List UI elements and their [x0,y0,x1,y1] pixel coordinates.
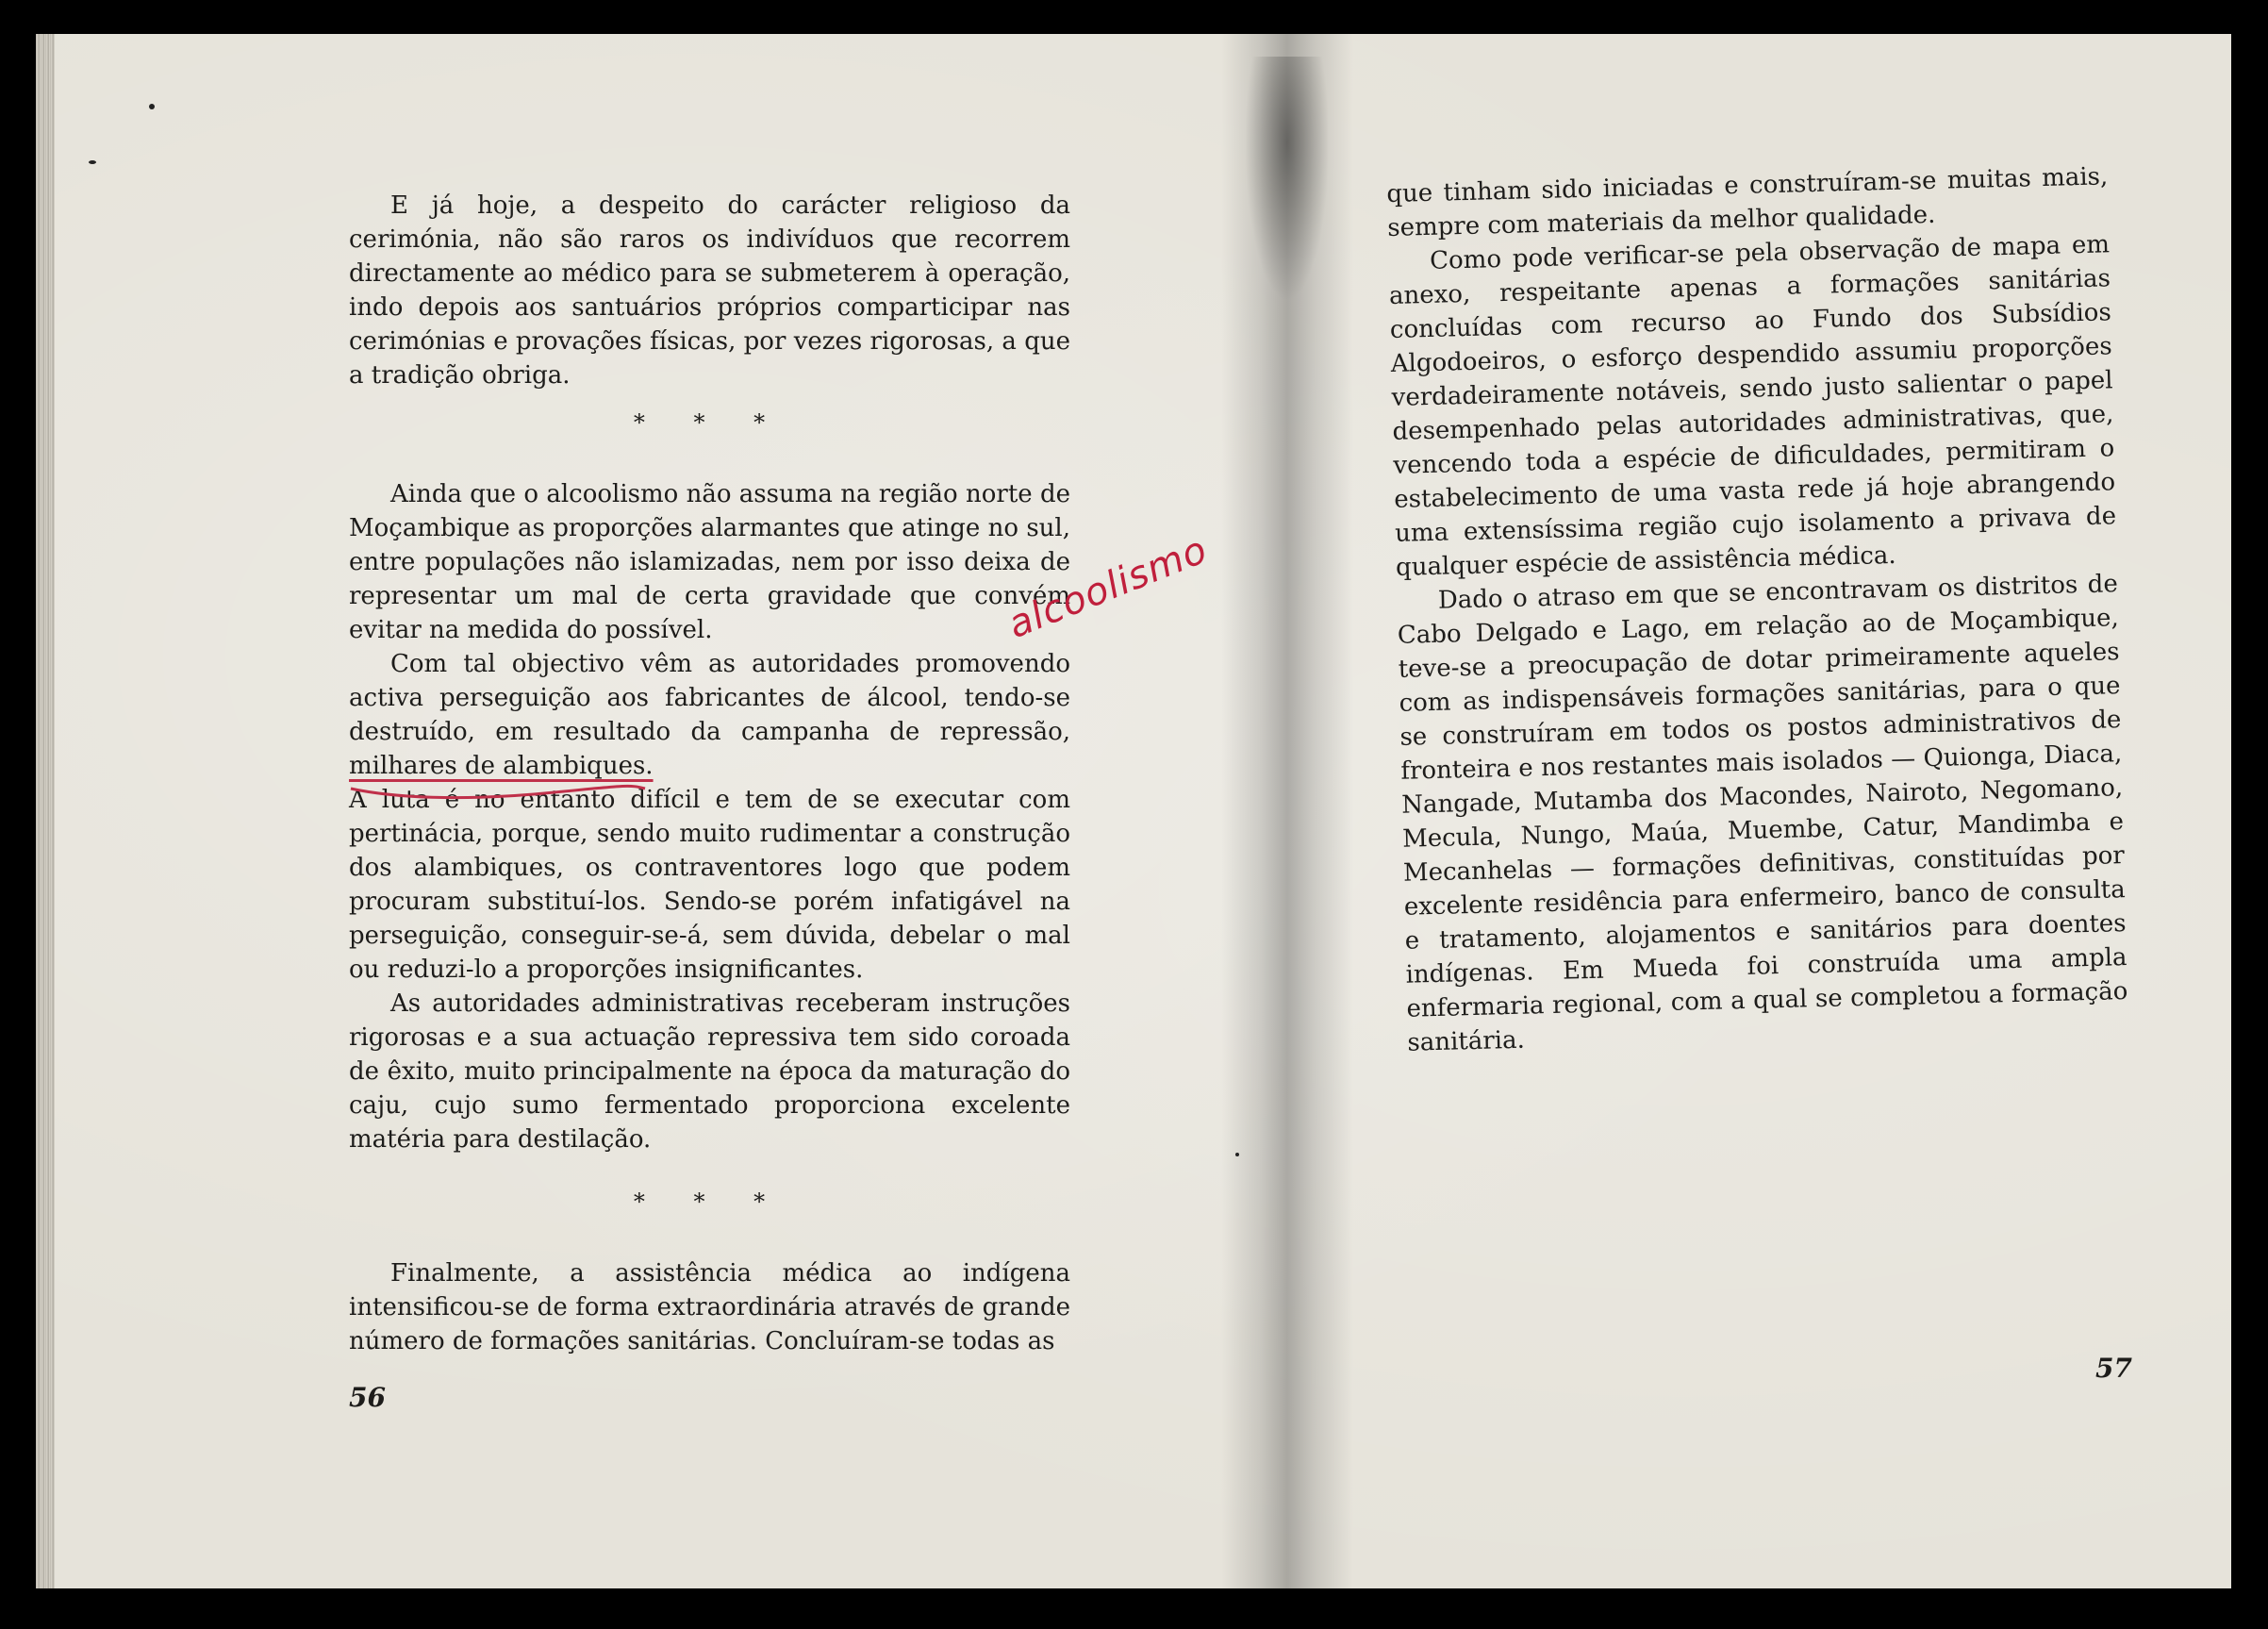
handwritten-annotation: alcoolismo [1002,527,1214,647]
paragraph: Como pode verificar-se pela observação de mapa em anexo, respeitante apenas a formações sanitárias concluídas com recurso ao Fundo dos Subsídios Algodoeiros, o esforço despendido assumiu proporções verdadeiramente notáveis, sendo justo salientar o papel desempenhado pelas autoridades administrativas, que, vencendo toda a espécie de dificuldades, permitiram o estabelecimento de uma vasta rede já hoje abrangendo uma extensíssima região cujo isolamento a privava de qualquer espécie de assistência médica. [1388,230,2117,582]
dust-speck [149,104,155,109]
paragraph: E já hoje, a despeito do carácter religioso da cerimónia, não são raros os indivíduos que recorrem directamente ao médico para se submeterem à operação, indo depois aos santuários próprios comparticipar nas cerimónias e provações físicas, por vezes rigorosas, a que a tradição obriga. [349,191,1070,390]
dust-speck [89,160,96,164]
page-stack-edge [36,34,55,1588]
page-number-right: 57 [2095,1353,2132,1384]
paragraph: que tinham sido iniciadas e construíram-se muitas mais, sempre com materiais da melhor qualidade. [1386,162,2109,242]
right-page-text [1386,159,2129,1059]
paragraph [349,647,1070,783]
paragraph-text: Com tal objectivo vêm as autoridades promovendo activa perseguição aos fabricantes de álcool, tendo-se destruído, em resultado da campanha de repressão, [349,650,1070,746]
paragraph: Dado o atraso em que se encontravam os distritos de Cabo Delgado e Lago, em relação ao de Moçambique, teve-se a preocupação de dotar primeiramente aqueles com as indispensáveis formações sanitárias, para o que se construíram em todos os postos administrativos de fronteira e nos restantes mais isolados — Quionga, Diaca, Nangade, Mutamba dos Macondes, Nairoto, Negomano, Mecula, Nungo, Maúa, Muembe, Catur, Mandimba e Mecanhelas — formações definitivas, constituídas por excelente residência para enfermeiro, banco de consulta e tratamento, alojamentos e sanitários para doentes indígenas. Em Mueda foi construída uma ampla enfermaria regional, com a qual se completou a formação sanitária. [1397,570,2128,1057]
page-number-left: 56 [349,1382,386,1413]
gutter-smudge [1245,57,1330,302]
left-page-text [349,189,1070,1358]
paragraph: Finalmente, a assistência médica ao indígena intensificou-se de forma extraordinária através de grande número de formações sanitárias. Concluíram-se todas as [349,1259,1070,1355]
paragraph: As autoridades administrativas receberam instruções rigorosas e a sua actuação repressiva tem sido coroada de êxito, muito principalmente na época da maturação do caju, cujo sumo fermentado proporciona excelente matéria para destilação. [349,989,1070,1154]
paragraph: A luta é no entanto difícil e tem de se executar com pertinácia, porque, sendo muito rudimentar a construção dos alambiques, os contraventores logo que podem procuram substituí-los. Sendo-se porém infatigável na perseguição, conseguir-se-á, sem dúvida, debelar o mal ou reduzi-lo a proporções insignificantes. [349,786,1070,984]
section-separator: * * * [633,409,786,436]
dust-speck [1235,1153,1239,1156]
underlined-phrase: milhares de alambiques. [349,752,654,780]
paragraph: Ainda que o alcoolismo não assuma na região norte de Moçambique as proporções alarmantes que atinge no sul, entre populações não islamizadas, nem por isso deixa de representar um mal de certa gravidade que convém evitar na medida do possível. [349,480,1070,644]
red-pen-underline-stroke [347,775,649,804]
section-separator: * * * [633,1189,786,1215]
